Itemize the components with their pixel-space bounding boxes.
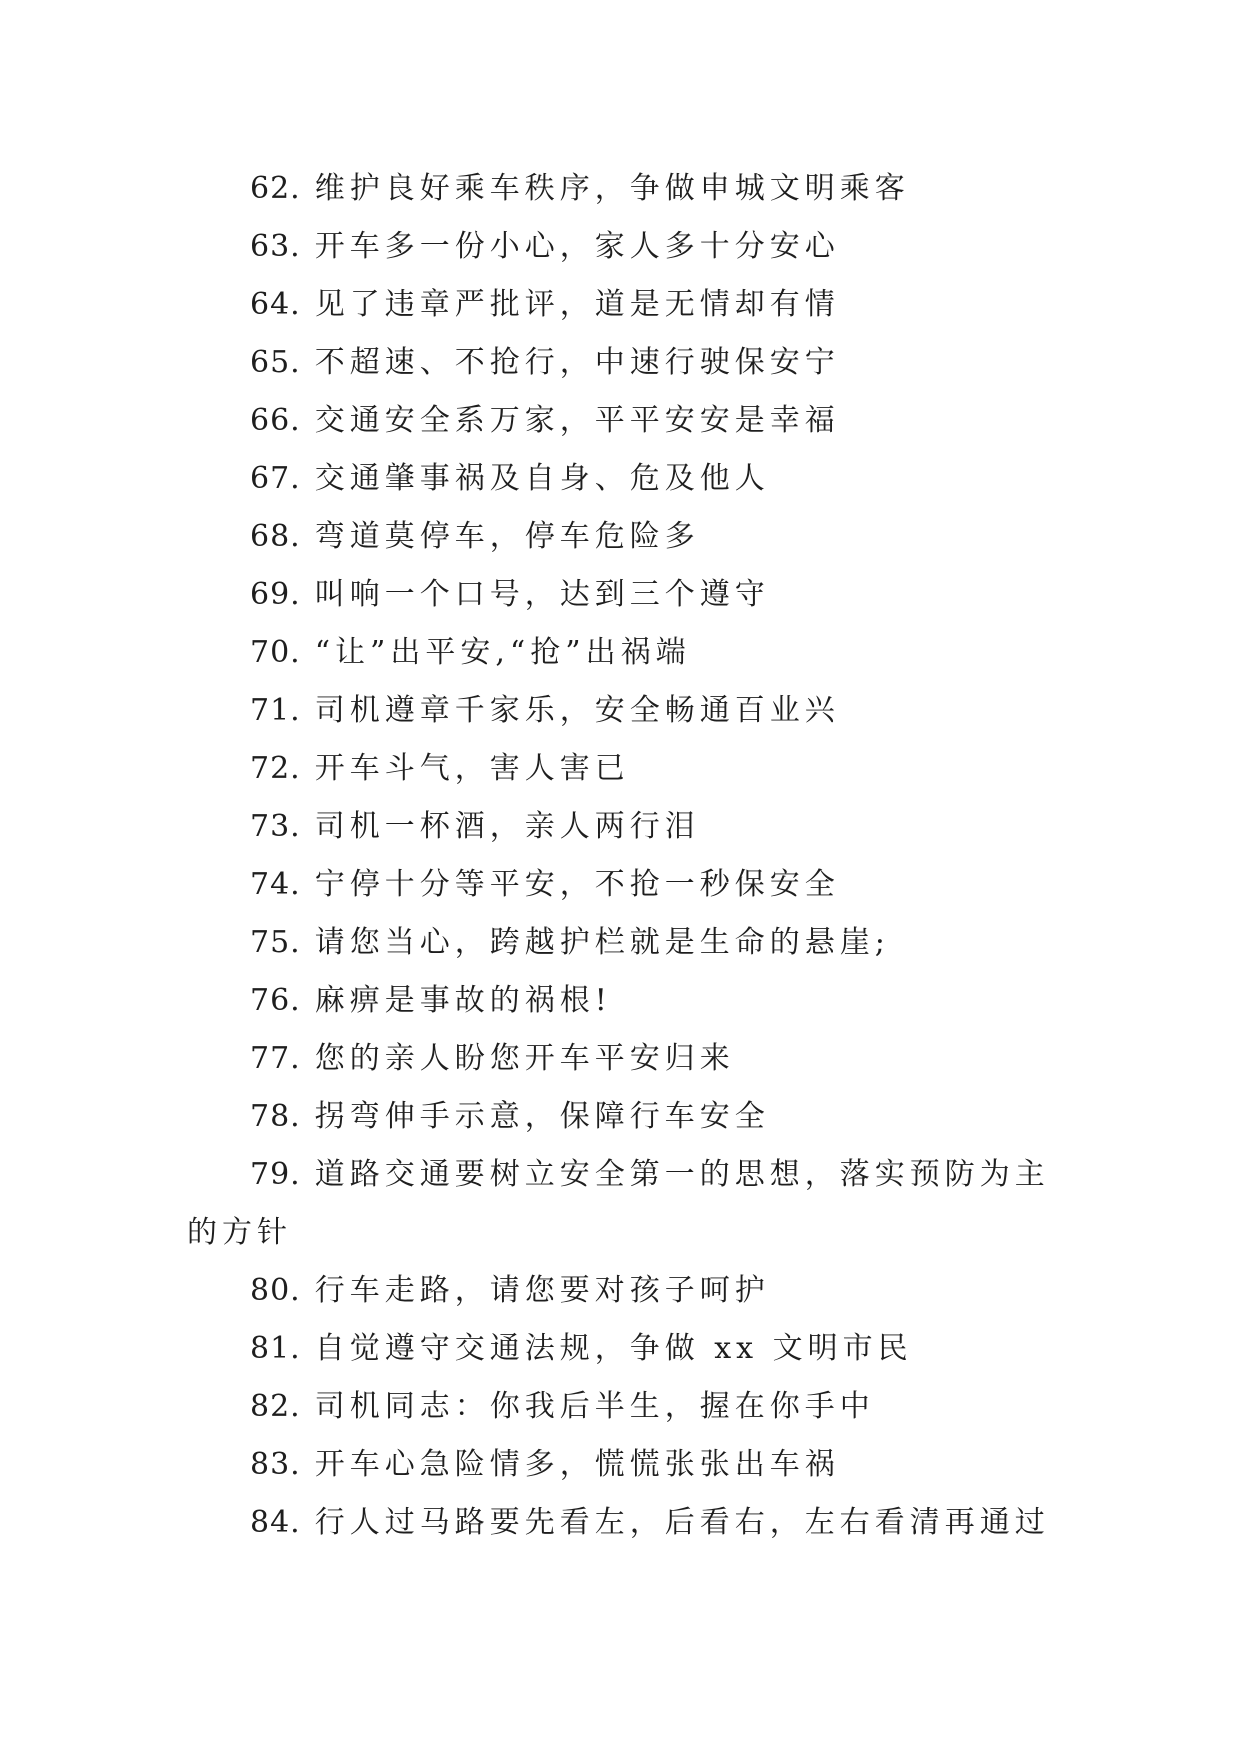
item-text: 交通肇事祸及自身、危及他人 (314, 461, 770, 496)
list-item (187, 1494, 1067, 1552)
list-item (187, 1262, 1067, 1320)
item-text: 叫响一个口号，达到三个遵守 (314, 577, 770, 612)
item-text: 您的亲人盼您开车平安归来 (314, 1041, 735, 1076)
item-text: 见了违章严批评，道是无情却有情 (314, 287, 840, 322)
list-item (187, 914, 1067, 972)
item-number: 78. (250, 1099, 301, 1134)
item-text: 司机一杯酒，亲人两行泪 (314, 809, 700, 844)
list-item (187, 682, 1067, 740)
list-item (187, 508, 1067, 566)
list-item (187, 450, 1067, 508)
list-item (187, 276, 1067, 334)
item-text: 开车多一份小心，家人多十分安心 (314, 229, 840, 264)
item-text: 宁停十分等平安，不抢一秒保安全 (314, 867, 840, 902)
list-item (187, 856, 1067, 914)
list-item (187, 1320, 1067, 1378)
list-item (187, 392, 1067, 450)
item-number: 69. (250, 577, 301, 612)
list-item (187, 218, 1067, 276)
item-number: 66. (250, 403, 301, 438)
item-text: 司机同志：你我后半生，握在你手中 (314, 1389, 875, 1424)
item-number: 67. (250, 461, 301, 496)
item-text: 请您当心，跨越护栏就是生命的悬崖; (314, 925, 890, 960)
list-item (187, 566, 1067, 624)
item-number: 70. (250, 635, 301, 670)
item-text: 不超速、不抢行，中速行驶保安宁 (314, 345, 840, 380)
item-number: 74. (250, 867, 301, 902)
item-text: 道路交通要树立安全第一的思想，落实预防为主的方针 (187, 1157, 1050, 1250)
list-item (187, 740, 1067, 798)
item-number: 82. (250, 1389, 301, 1424)
item-number: 64. (250, 287, 301, 322)
item-number: 71. (250, 693, 301, 728)
list-item (187, 1030, 1067, 1088)
item-number: 79. (250, 1157, 301, 1192)
item-number: 83. (250, 1447, 301, 1482)
item-text: 司机遵章千家乐，安全畅通百业兴 (314, 693, 840, 728)
item-number: 75. (250, 925, 301, 960)
item-number: 72. (250, 751, 301, 786)
list-item (187, 160, 1067, 218)
item-number: 81. (250, 1331, 301, 1366)
item-text: 开车心急险情多，慌慌张张出车祸 (314, 1447, 840, 1482)
item-text: “让”出平安,“抢”出祸端 (314, 635, 691, 670)
item-text: 自觉遵守交通法规，争做 xx 文明市民 (314, 1331, 913, 1366)
list-item (187, 972, 1067, 1030)
item-number: 62. (250, 171, 301, 206)
item-text: 交通安全系万家，平平安安是幸福 (314, 403, 840, 438)
item-number: 80. (250, 1273, 301, 1308)
item-number: 77. (250, 1041, 301, 1076)
list-item (187, 1146, 1067, 1262)
item-text: 开车斗气，害人害已 (314, 751, 630, 786)
list-item (187, 624, 1067, 682)
list-item (187, 1378, 1067, 1436)
list-item (187, 798, 1067, 856)
list-item (187, 1436, 1067, 1494)
item-number: 73. (250, 809, 301, 844)
item-text: 维护良好乘车秩序，争做申城文明乘客 (314, 171, 910, 206)
item-text: 弯道莫停车，停车危险多 (314, 519, 700, 554)
item-number: 65. (250, 345, 301, 380)
item-text: 行人过马路要先看左，后看右，左右看清再通过 (314, 1505, 1050, 1540)
item-text: 行车走路，请您要对孩子呵护 (314, 1273, 770, 1308)
list-item (187, 1088, 1067, 1146)
item-number: 76. (250, 983, 301, 1018)
item-number: 63. (250, 229, 301, 264)
item-number: 84. (250, 1505, 301, 1540)
item-text: 麻痹是事故的祸根! (314, 983, 612, 1018)
item-text: 拐弯伸手示意，保障行车安全 (314, 1099, 770, 1134)
slogan-list (187, 160, 1067, 1552)
list-item (187, 334, 1067, 392)
item-number: 68. (250, 519, 301, 554)
